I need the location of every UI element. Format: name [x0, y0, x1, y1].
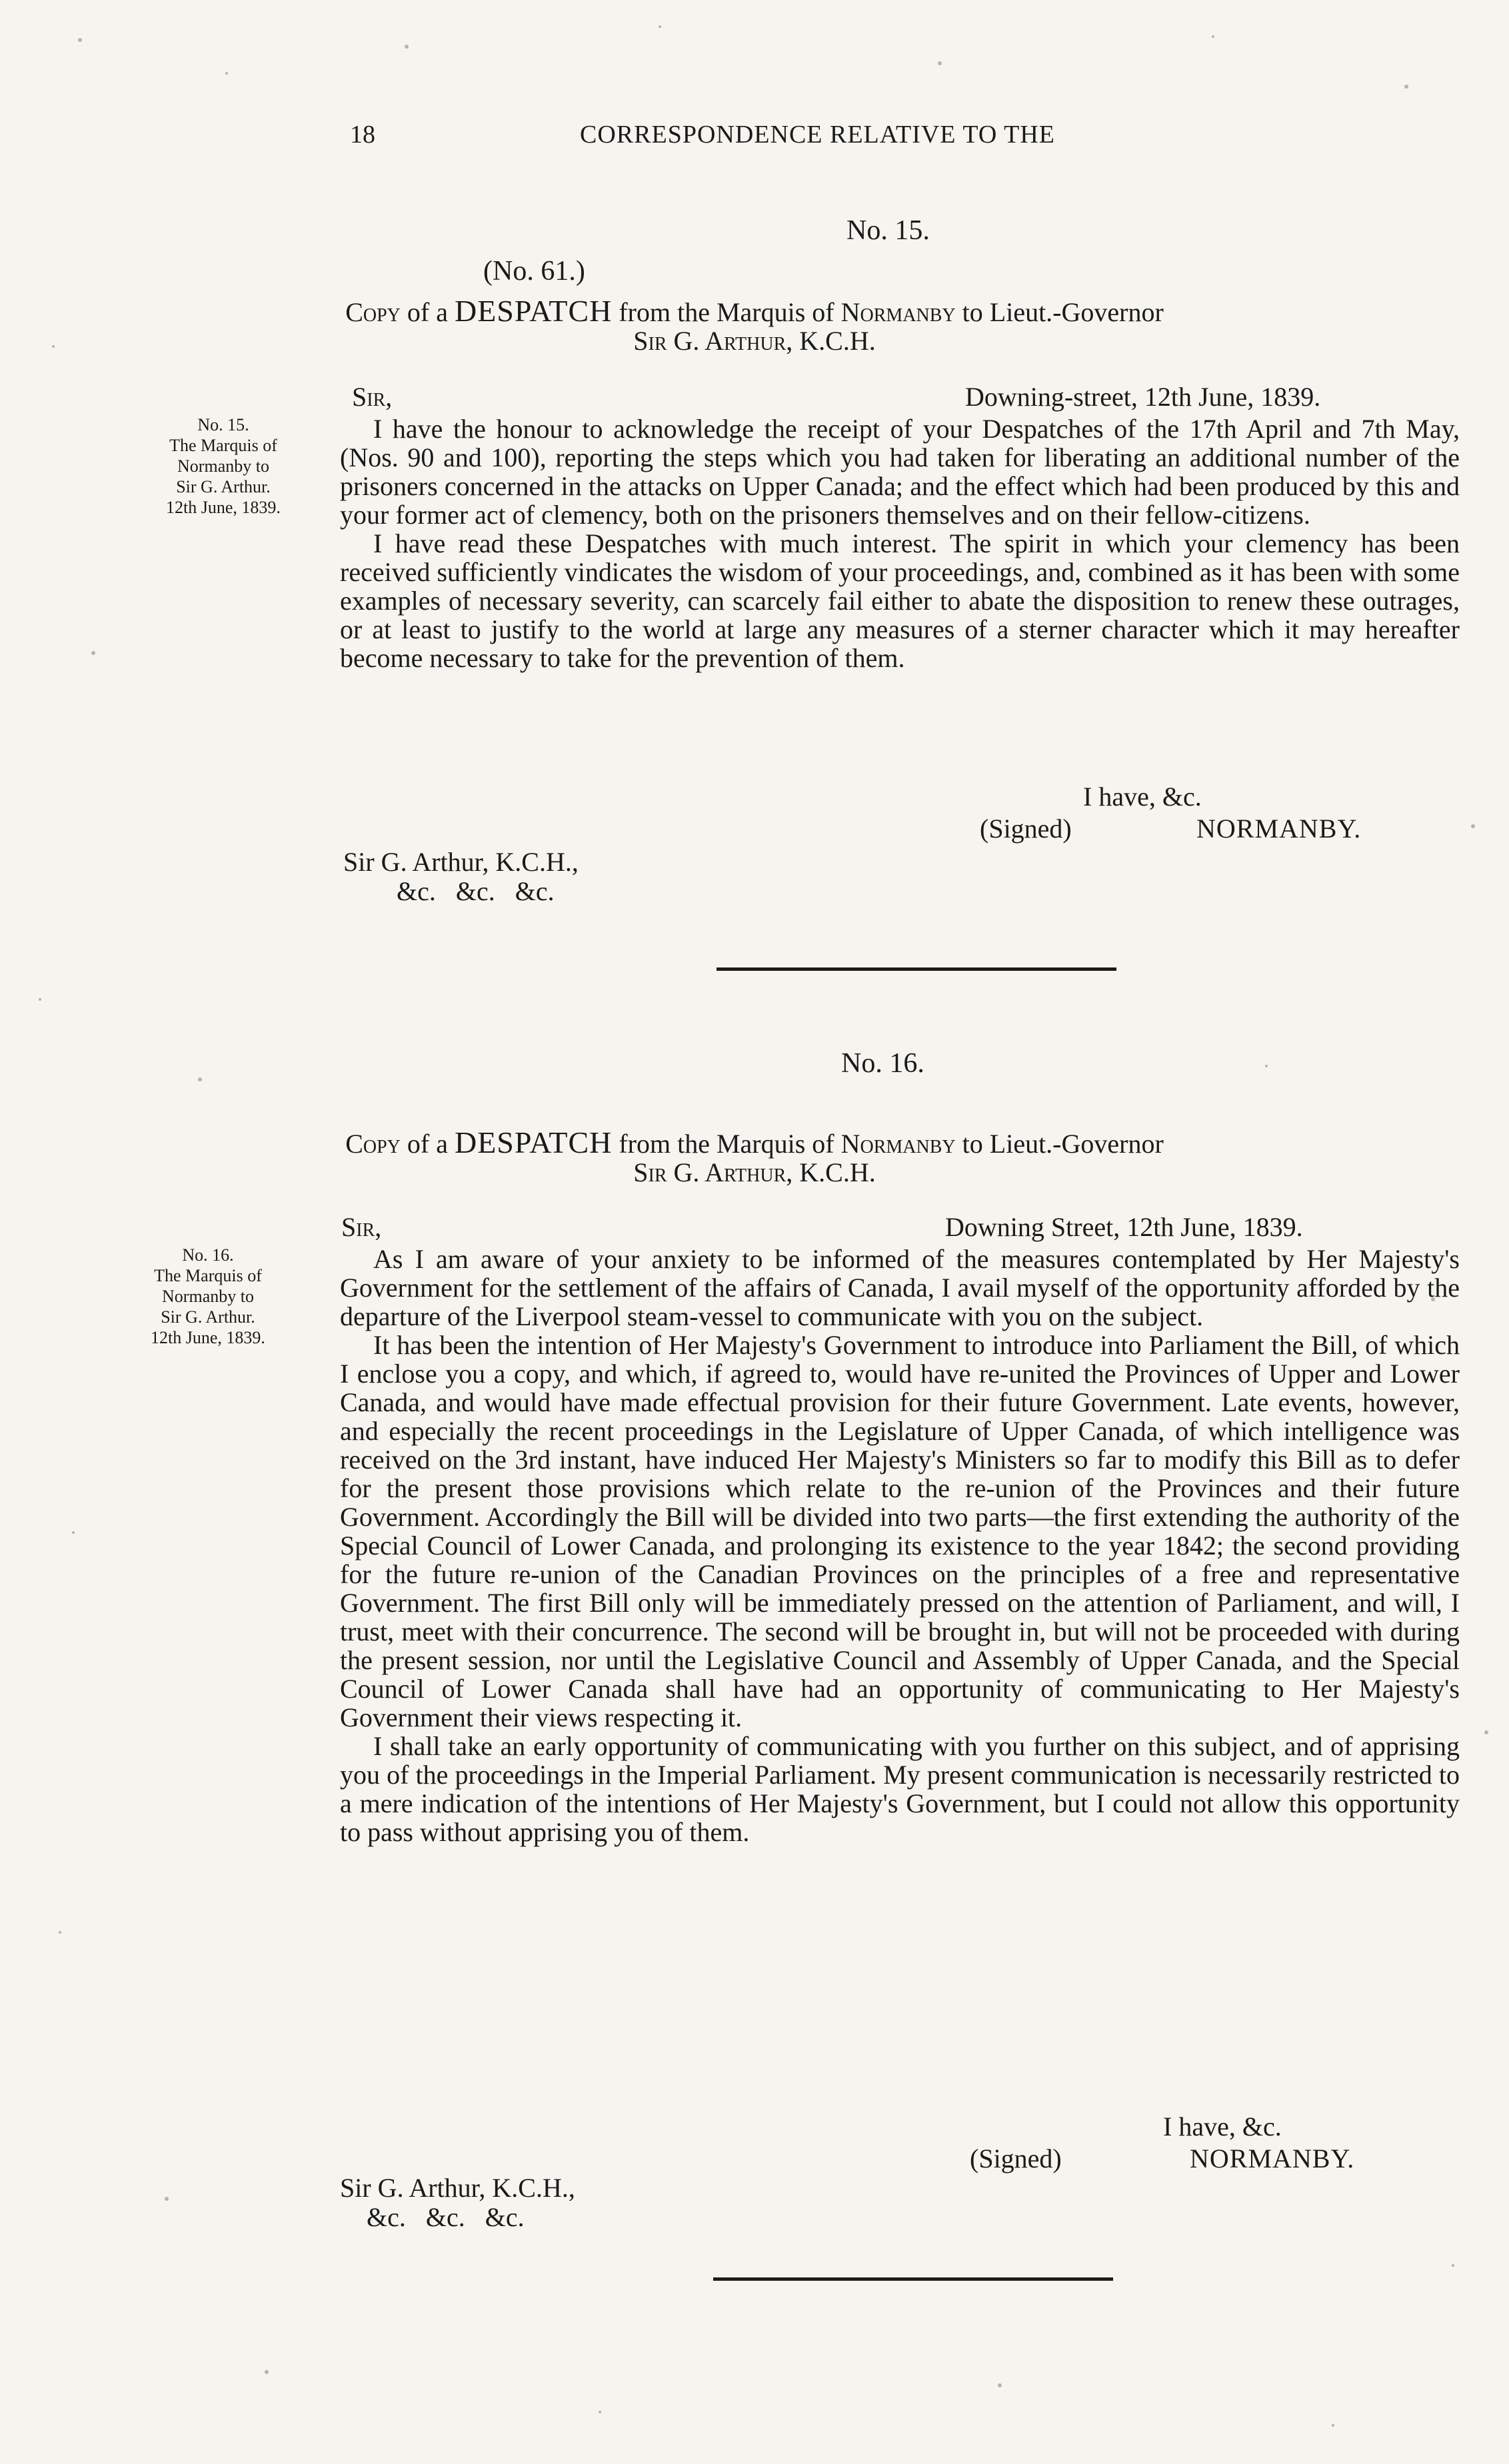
copy-prefix: Copy — [345, 297, 401, 327]
signature-15: NORMANBY. — [1196, 814, 1362, 844]
date-16: Downing Street, 12th June, 1839. — [945, 1212, 1303, 1242]
copy-of: of a — [407, 1129, 448, 1159]
signed-label-16: (Signed) — [970, 2144, 1062, 2173]
margin-note-line: No. 16. — [182, 1245, 234, 1265]
margin-note-line: The Marquis of — [154, 1266, 262, 1285]
running-title: CORRESPONDENCE RELATIVE TO THE — [580, 121, 1055, 149]
margin-note-line: 12th June, 1839. — [151, 1328, 265, 1347]
paragraph: I shall take an early opportunity of communicating with you further on this subject, and of apprising you of the proceedings in the Imperial Parliament. My present communication is necessarily restricted to a mere indication of the intentions of Her Majesty's Government, but I could not allow this opportunity to pass without apprising you of them. — [340, 1731, 1460, 1847]
margin-note-line: Normanby to — [177, 456, 269, 476]
body-text-16 — [340, 1245, 1460, 1846]
section-rule — [717, 967, 1116, 971]
closing-15: I have, &c. — [1083, 782, 1202, 812]
copy-of: of a — [407, 297, 448, 327]
despatch-heading-15 — [0, 293, 1509, 328]
despatch-word: DESPATCH — [454, 294, 613, 328]
addressee-line: &c. &c. &c. — [397, 876, 555, 906]
closing-16: I have, &c. — [1163, 2112, 1282, 2142]
margin-note-line: No. 15. — [197, 415, 249, 434]
despatch-word: DESPATCH — [454, 1125, 613, 1159]
running-head — [0, 120, 1509, 160]
item-label-15: No. 15. — [846, 215, 930, 246]
salutation-16: Sir, — [341, 1212, 382, 1242]
addressee-15 — [343, 848, 579, 906]
recipient-16: Sir G. Arthur, K.C.H. — [633, 1157, 876, 1187]
margin-note-line: Sir G. Arthur. — [161, 1307, 255, 1327]
from-text: from the Marquis of — [619, 1129, 834, 1159]
despatch-number: (No. 61.) — [483, 256, 585, 287]
section-rule — [713, 2277, 1113, 2281]
to-text: to Lieut.-Governor — [962, 1129, 1164, 1159]
from-name: Normanby — [840, 1129, 956, 1159]
paragraph: As I am aware of your anxiety to be informed of the measures contemplated by Her Majesty's Government for the settlement of the affairs of Canada, I avail myself of the opportunity afforded by the departure of the Liverpool steam-vessel to communicate with you on the subject. — [340, 1244, 1460, 1331]
paragraph: I have read these Despatches with much interest. The spirit in which your clemency has been received sufficiently vindicates the wisdom of your proceedings, and, combined as it has been with some examples of necessary severity, can scarcely fail either to abate the disposition to renew these outrages, or at least to justify to the world at large any measures of a sterner character which it may hereafter become necessary to take for the prevention of them. — [340, 528, 1460, 673]
paragraph: I have the honour to acknowledge the receipt of your Despatches of the 17th April and 7th May, (Nos. 90 and 100), reporting the steps which you had taken for liberating an additional number of the prisoners concerned in the attacks on Upper Canada; and the effect which had been produced by this and your former act of clemency, both on the prisoners themselves and on their fellow-citizens. — [340, 414, 1460, 530]
signature-16: NORMANBY. — [1190, 2144, 1355, 2173]
signed-label-15: (Signed) — [980, 814, 1072, 844]
salutation-15: Sir, — [352, 382, 393, 412]
recipient-15: Sir G. Arthur, K.C.H. — [633, 326, 876, 356]
paragraph: It has been the intention of Her Majesty's Government to introduce into Parliament the Bill, of which I enclose you a copy, and which, if agreed to, would have re-united the Provinces of Upper and Lower Canada, and would have made effectual provision for their future Government. Late events, however, and especially the recent proceedings in the Legislature of Upper Canada, of which intelligence was received on the 3rd instant, have induced Her Majesty's Ministers so far to modify this Bill as to defer for the present those provisions which relate to the re-union of the Provinces and their future Government. Accordingly the Bill will be divided into two parts—the first extending the authority of the Special Council of Lower Canada, and prolonging its existence to the year 1842; the second providing for the future re-union of the Canadian Provinces on the principles of a free and representative Government. The first Bill only will be immediately pressed on the attention of Parliament, and will, I trust, meet with their concurrence. The second will be brought in, but will not be proceeded with during the present session, nor until the Legislative Council and Assembly of Upper Canada, and the Special Council of Lower Canada shall have had an opportunity of communicating to Her Majesty's Government their views respecting it. — [340, 1330, 1460, 1732]
addressee-line: Sir G. Arthur, K.C.H., — [340, 2173, 575, 2203]
addressee-16 — [340, 2173, 575, 2232]
page-number: 18 — [350, 121, 375, 149]
date-15: Downing-street, 12th June, 1839. — [965, 382, 1321, 412]
from-name: Normanby — [840, 297, 956, 327]
margin-note-line: 12th June, 1839. — [166, 498, 281, 517]
body-text-15 — [340, 414, 1460, 672]
margin-note-line: The Marquis of — [169, 436, 277, 455]
margin-note-15 — [130, 414, 317, 518]
addressee-line: &c. &c. &c. — [367, 2202, 525, 2232]
copy-prefix: Copy — [345, 1129, 401, 1159]
margin-note-line: Normanby to — [162, 1287, 254, 1306]
margin-note-line: Sir G. Arthur. — [176, 477, 271, 496]
item-label-16: No. 16. — [841, 1048, 924, 1079]
from-text: from the Marquis of — [619, 297, 834, 327]
despatch-heading-16 — [0, 1125, 1509, 1160]
to-text: to Lieut.-Governor — [962, 297, 1164, 327]
addressee-line: Sir G. Arthur, K.C.H., — [343, 847, 579, 877]
margin-note-16 — [115, 1245, 301, 1348]
